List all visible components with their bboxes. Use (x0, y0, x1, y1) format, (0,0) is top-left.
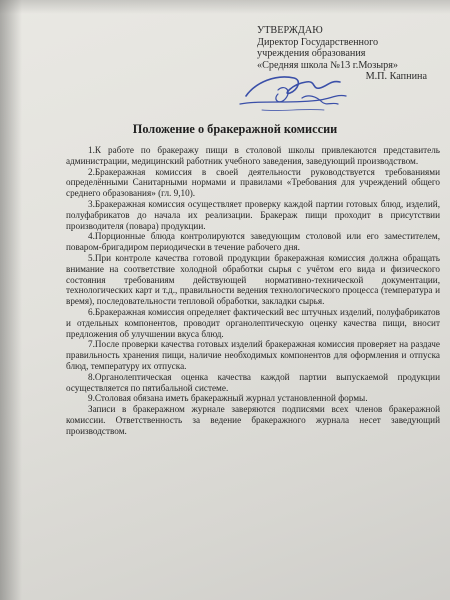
paragraph-8: 8.Органолептическая оценка качества каждой партии выпускаемой продукции осуществляется по пятибальной системе. (66, 371, 440, 393)
approval-heading: УТВЕРЖДАЮ (257, 25, 323, 36)
paragraph-6: 6.Бракеражная комиссия определяет фактический вес штучных изделий, полуфабрикатов и отдельных компонентов, проводит органолептическую оценку качества пищи, вносит предложения об улучшении вкуса блюд. (66, 306, 440, 339)
approval-director-name: М.П. Капнина (365, 71, 427, 83)
page-shadow-top (0, 0, 450, 14)
document-title: Положение о бракеражной комиссии (132, 122, 338, 136)
paragraph-1: 1.К работе по бракеражу пищи в столовой школы привлекаются представитель администрации, медицинский работник учебного заведения, заведующий производством. (66, 145, 440, 166)
paragraph-9: 9.Столовая обязана иметь бракеражный журнал установленной формы. (88, 393, 368, 404)
paragraph-3: 3.Бракеражная комиссия осуществляет проверку каждой партии готовых блюд, изделий, полуфабрикатов до начала их реализации. Бракераж пищи проходит в присутствии производителя (повара) продукции. (66, 198, 440, 231)
handwritten-signature-icon (232, 60, 402, 120)
approval-institution: учреждения образования (257, 48, 366, 60)
paragraph-10: Записи в бракеражном журнале заверяются подписями всех членов бракеражной комиссии. Ответственность за ведение бракеражного журнала несет заведующий производством. (66, 404, 440, 436)
page-shadow (0, 0, 22, 600)
paragraph-7: 7.После проверки качества готовых изделий бракеражная комиссия проверяет на раздаче правильность хранения пищи, наличие необходимых компонентов для оформления и отпуска блюд, температуру их отпуска. (66, 339, 440, 371)
approval-position: Директор Государственного (257, 36, 379, 48)
paragraph-5: 5.При контроле качества готовой продукции бракеражная комиссия должна обращать внимание на соответствие холодной обработки сырья с учётом его вида и физического состояния требованиям действующей нормативно-технической документации, технологических карт и т.д., правильности ведения технологического процесса (температура и время), последовательности тепловой обработки, закладки сырья. (66, 252, 440, 307)
paragraph-4: 4.Порционные блюда контролируются заведующим столовой или его заместителем, поваром-бригадиром периодически в течение рабочего дня. (66, 231, 440, 253)
approval-school-name: «Средняя школа №13 г.Мозыря» (257, 59, 398, 71)
document-body (66, 145, 440, 437)
paragraph-2: 2.Бракеражная комиссия в своей деятельности руководствуется требованиями определёнными Санитарными нормами и правилами «Требования для учреждений общего среднего образования» (гл. 9,10). (66, 166, 440, 199)
